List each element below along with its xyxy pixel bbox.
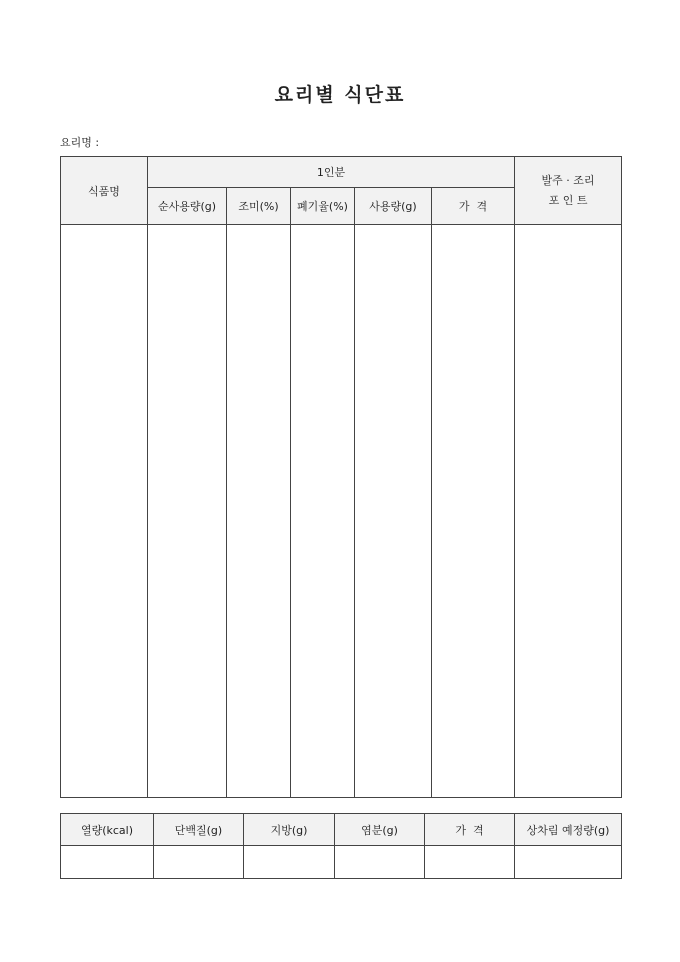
order-point-cell[interactable] bbox=[515, 225, 622, 798]
waste-rate-cell[interactable] bbox=[291, 225, 355, 798]
net-usage-header: 순사용량(g) bbox=[148, 188, 227, 225]
net-usage-cell[interactable] bbox=[148, 225, 227, 798]
summary-price-header: 가 격 bbox=[425, 814, 515, 846]
seasoning-header: 조미(%) bbox=[227, 188, 291, 225]
usage-cell[interactable] bbox=[355, 225, 432, 798]
dish-name-label: 요리명 : bbox=[60, 136, 100, 149]
price-cell[interactable] bbox=[432, 225, 515, 798]
serving-amount-cell[interactable] bbox=[515, 846, 622, 879]
nutrition-summary-table bbox=[60, 813, 622, 879]
salt-header: 염분(g) bbox=[335, 814, 425, 846]
menu-table bbox=[60, 156, 622, 798]
food-name-header: 식품명 bbox=[61, 157, 148, 225]
serving-amount-header: 상차림 예정량(g) bbox=[515, 814, 622, 846]
protein-header: 단백질(g) bbox=[154, 814, 244, 846]
seasoning-cell[interactable] bbox=[227, 225, 291, 798]
salt-cell[interactable] bbox=[335, 846, 425, 879]
order-point-line1: 발주 · 조리 bbox=[541, 173, 595, 187]
page-title: 요리별 식단표 bbox=[274, 84, 406, 106]
order-point-header bbox=[515, 157, 622, 225]
order-point-line2: 포 인 트 bbox=[548, 193, 588, 207]
waste-rate-header: 폐기율(%) bbox=[291, 188, 355, 225]
food-name-cell[interactable] bbox=[61, 225, 148, 798]
calories-cell[interactable] bbox=[61, 846, 154, 879]
price-header: 가 격 bbox=[432, 188, 515, 225]
fat-cell[interactable] bbox=[244, 846, 335, 879]
fat-header: 지방(g) bbox=[244, 814, 335, 846]
per-person-header: 1인분 bbox=[148, 157, 515, 188]
summary-price-cell[interactable] bbox=[425, 846, 515, 879]
usage-header: 사용량(g) bbox=[355, 188, 432, 225]
calories-header: 열량(kcal) bbox=[61, 814, 154, 846]
protein-cell[interactable] bbox=[154, 846, 244, 879]
